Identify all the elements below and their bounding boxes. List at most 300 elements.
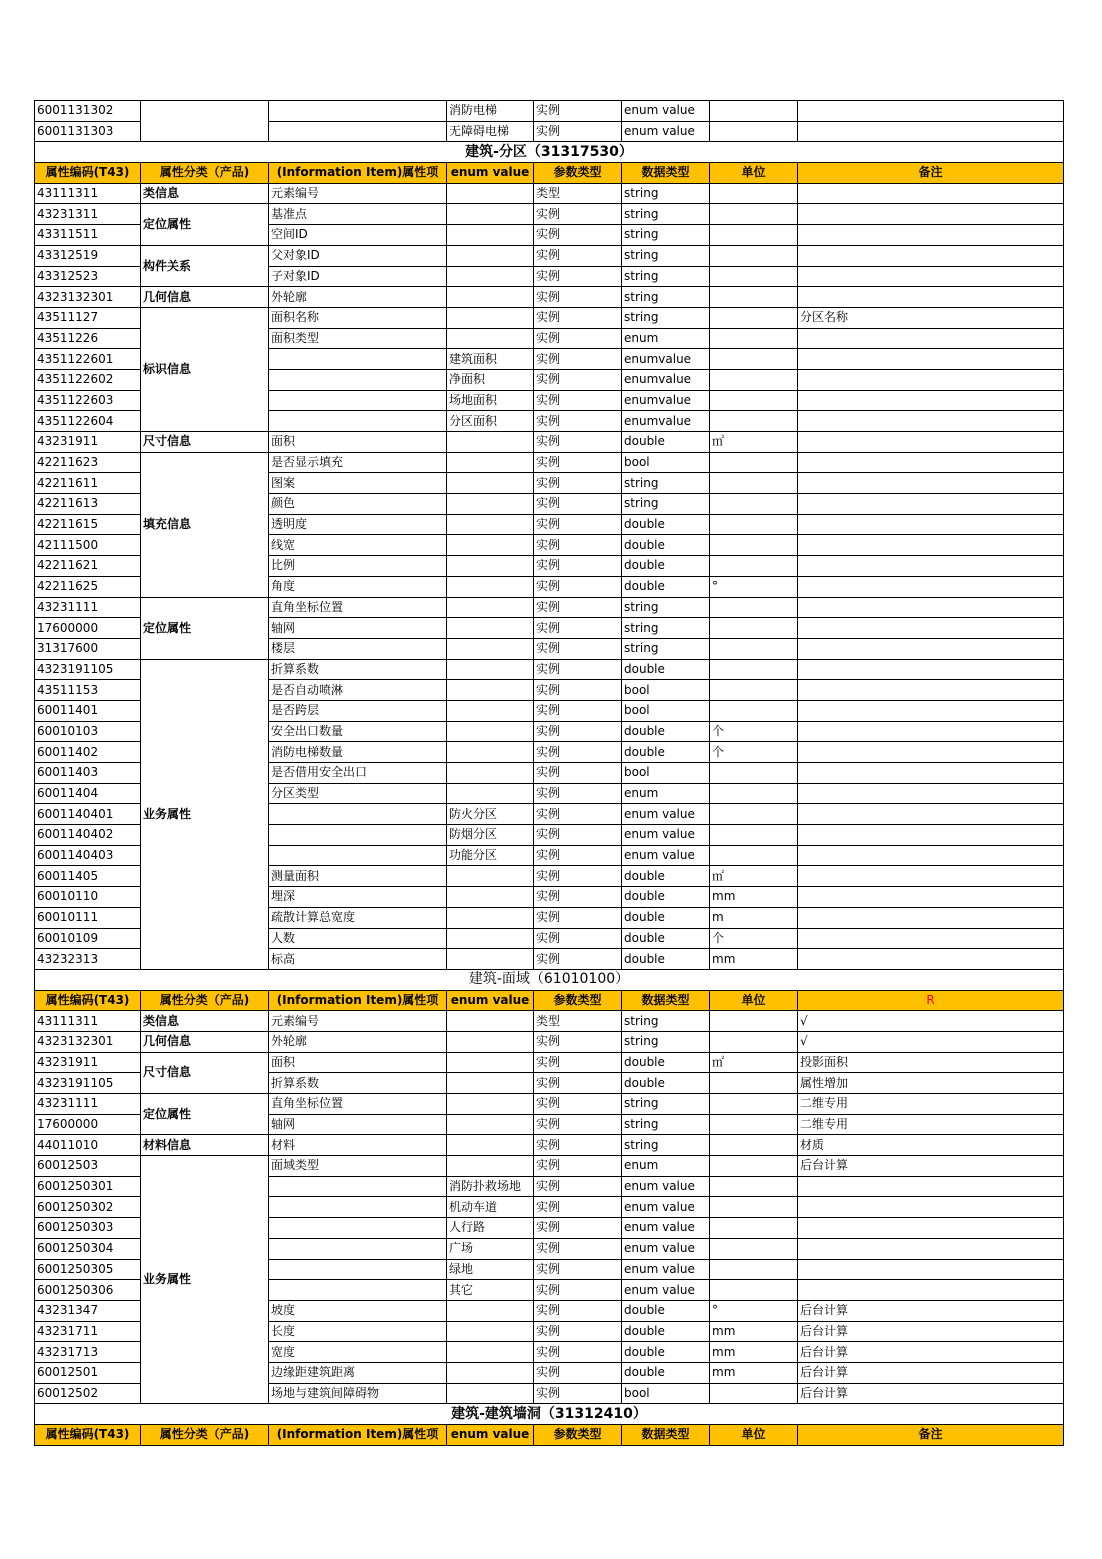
cell-note <box>798 183 1064 204</box>
cell-enum <box>447 183 534 204</box>
cell-code: 60010109 <box>35 928 141 949</box>
cell-unit: 个 <box>710 721 798 742</box>
cell-unit <box>710 101 798 122</box>
cell-item: 折算系数 <box>269 1073 447 1094</box>
header-row <box>35 163 1064 184</box>
cell-unit <box>710 1011 798 1032</box>
cell-param-type: 实例 <box>534 763 622 784</box>
cell-unit: mm <box>710 949 798 970</box>
cell-note: 分区名称 <box>798 307 1064 328</box>
cell-unit <box>710 1156 798 1177</box>
cell-note <box>798 576 1064 597</box>
cell-unit <box>710 369 798 390</box>
cell-data-type: string <box>622 1011 710 1032</box>
cell-param-type: 实例 <box>534 411 622 432</box>
cell-param-type: 实例 <box>534 452 622 473</box>
cell-code: 6001250301 <box>35 1176 141 1197</box>
cell-enum <box>447 659 534 680</box>
cell-param-type: 类型 <box>534 1011 622 1032</box>
cell-note <box>798 369 1064 390</box>
cell-data-type: double <box>622 1321 710 1342</box>
cell-enum <box>447 1094 534 1115</box>
cell-param-type: 实例 <box>534 866 622 887</box>
cell-enum <box>447 576 534 597</box>
cell-param-type: 实例 <box>534 638 622 659</box>
cell-param-type: 实例 <box>534 307 622 328</box>
cell-code: 43231347 <box>35 1300 141 1321</box>
cell-note: 二维专用 <box>798 1094 1064 1115</box>
cell-data-type: bool <box>622 452 710 473</box>
cell-note <box>798 245 1064 266</box>
cell-data-type: enum <box>622 1156 710 1177</box>
cell-enum: 其它 <box>447 1280 534 1301</box>
table-row <box>35 183 1064 204</box>
cell-param-type: 实例 <box>534 1300 622 1321</box>
cell-item <box>269 825 447 846</box>
table-row <box>35 1052 1064 1073</box>
cell-param-type: 实例 <box>534 680 622 701</box>
cell-param-type: 实例 <box>534 1031 622 1052</box>
cell-enum <box>447 473 534 494</box>
cell-category: 定位属性 <box>141 1094 269 1135</box>
cell-note <box>798 597 1064 618</box>
cell-enum <box>447 1073 534 1094</box>
cell-enum: 机动车道 <box>447 1197 534 1218</box>
cell-param-type: 实例 <box>534 1383 622 1404</box>
cell-data-type: string <box>622 1114 710 1135</box>
cell-enum <box>447 266 534 287</box>
cell-data-type: enum value <box>622 804 710 825</box>
cell-item: 元素编号 <box>269 183 447 204</box>
header-note: 备注 <box>798 163 1064 184</box>
table-row <box>35 1011 1064 1032</box>
cell-code: 6001250306 <box>35 1280 141 1301</box>
cell-item <box>269 411 447 432</box>
cell-code: 60012501 <box>35 1362 141 1383</box>
cell-unit <box>710 349 798 370</box>
cell-code: 60010111 <box>35 907 141 928</box>
cell-enum <box>447 514 534 535</box>
cell-unit <box>710 225 798 246</box>
cell-item: 父对象ID <box>269 245 447 266</box>
cell-data-type: string <box>622 225 710 246</box>
cell-item <box>269 1197 447 1218</box>
cell-item: 场地与建筑间障碍物 <box>269 1383 447 1404</box>
cell-note <box>798 721 1064 742</box>
cell-enum <box>447 700 534 721</box>
cell-code: 4351122602 <box>35 369 141 390</box>
header-category: 属性分类（产品) <box>141 163 269 184</box>
cell-item: 测量面积 <box>269 866 447 887</box>
cell-note <box>798 225 1064 246</box>
cell-note <box>798 680 1064 701</box>
table-row <box>35 1031 1064 1052</box>
cell-item: 坡度 <box>269 1300 447 1321</box>
cell-enum <box>447 680 534 701</box>
cell-enum <box>447 763 534 784</box>
cell-note <box>798 514 1064 535</box>
cell-data-type: enumvalue <box>622 369 710 390</box>
table-row <box>35 659 1064 680</box>
cell-item: 是否跨层 <box>269 700 447 721</box>
cell-data-type: enum value <box>622 825 710 846</box>
cell-unit <box>710 1176 798 1197</box>
cell-note <box>798 1238 1064 1259</box>
cell-param-type: 实例 <box>534 328 622 349</box>
cell-code: 60011405 <box>35 866 141 887</box>
cell-param-type: 实例 <box>534 1156 622 1177</box>
cell-item <box>269 101 447 122</box>
cell-param-type: 实例 <box>534 1342 622 1363</box>
cell-item: 是否自动喷淋 <box>269 680 447 701</box>
cell-item <box>269 390 447 411</box>
cell-unit <box>710 804 798 825</box>
cell-note <box>798 1176 1064 1197</box>
cell-note: 后台计算 <box>798 1321 1064 1342</box>
cell-data-type: string <box>622 597 710 618</box>
cell-data-type: double <box>622 949 710 970</box>
cell-item: 图案 <box>269 473 447 494</box>
cell-code: 6001250305 <box>35 1259 141 1280</box>
cell-data-type: enum value <box>622 1197 710 1218</box>
cell-category: 业务属性 <box>141 659 269 969</box>
header-category: 属性分类（产品) <box>141 1425 269 1446</box>
header-row <box>35 1425 1064 1446</box>
cell-code: 4351122601 <box>35 349 141 370</box>
cell-data-type: double <box>622 866 710 887</box>
header-item: (Information Item)属性项 <box>269 163 447 184</box>
cell-data-type: bool <box>622 700 710 721</box>
cell-item: 轴网 <box>269 1114 447 1135</box>
cell-item <box>269 1176 447 1197</box>
cell-data-type: string <box>622 618 710 639</box>
cell-category: 构件关系 <box>141 245 269 286</box>
cell-unit <box>710 328 798 349</box>
cell-unit <box>710 680 798 701</box>
cell-data-type: double <box>622 576 710 597</box>
cell-code: 60012502 <box>35 1383 141 1404</box>
cell-unit <box>710 638 798 659</box>
cell-item <box>269 1218 447 1239</box>
table-row <box>35 101 1064 122</box>
cell-unit: ㎡ <box>710 432 798 453</box>
cell-param-type: 实例 <box>534 1321 622 1342</box>
header-param-type: 参数类型 <box>534 990 622 1011</box>
cell-data-type: enum value <box>622 121 710 142</box>
cell-param-type: 实例 <box>534 1052 622 1073</box>
cell-code: 43231911 <box>35 432 141 453</box>
cell-note <box>798 1197 1064 1218</box>
table-row <box>35 204 1064 225</box>
cell-code: 43231713 <box>35 1342 141 1363</box>
cell-code: 42111500 <box>35 535 141 556</box>
cell-item: 折算系数 <box>269 659 447 680</box>
cell-param-type: 实例 <box>534 742 622 763</box>
cell-enum: 建筑面积 <box>447 349 534 370</box>
cell-category: 几何信息 <box>141 1031 269 1052</box>
cell-note: 二维专用 <box>798 1114 1064 1135</box>
cell-item: 透明度 <box>269 514 447 535</box>
cell-note <box>798 907 1064 928</box>
cell-category: 标识信息 <box>141 307 269 431</box>
cell-enum <box>447 204 534 225</box>
cell-code: 60012503 <box>35 1156 141 1177</box>
cell-unit: ° <box>710 1300 798 1321</box>
section-title-row <box>35 1404 1064 1425</box>
cell-unit <box>710 1383 798 1404</box>
table-row <box>35 452 1064 473</box>
cell-data-type: double <box>622 514 710 535</box>
cell-unit <box>710 763 798 784</box>
cell-item: 面积 <box>269 1052 447 1073</box>
cell-param-type: 实例 <box>534 907 622 928</box>
cell-unit <box>710 597 798 618</box>
cell-unit <box>710 618 798 639</box>
cell-note <box>798 783 1064 804</box>
cell-code: 43232313 <box>35 949 141 970</box>
cell-code: 60011401 <box>35 700 141 721</box>
cell-note <box>798 763 1064 784</box>
cell-code: 60011403 <box>35 763 141 784</box>
cell-code: 17600000 <box>35 1114 141 1135</box>
cell-enum <box>447 1052 534 1073</box>
cell-item: 角度 <box>269 576 447 597</box>
cell-note <box>798 121 1064 142</box>
header-note-marker: R <box>798 990 1064 1011</box>
table-row <box>35 287 1064 308</box>
cell-code: 44011010 <box>35 1135 141 1156</box>
cell-param-type: 实例 <box>534 1073 622 1094</box>
cell-note <box>798 556 1064 577</box>
cell-param-type: 实例 <box>534 1280 622 1301</box>
cell-item: 直角坐标位置 <box>269 597 447 618</box>
cell-enum <box>447 783 534 804</box>
cell-note <box>798 101 1064 122</box>
cell-data-type: string <box>622 287 710 308</box>
cell-data-type: string <box>622 183 710 204</box>
cell-data-type: string <box>622 473 710 494</box>
cell-note <box>798 866 1064 887</box>
cell-enum <box>447 245 534 266</box>
cell-item <box>269 349 447 370</box>
cell-data-type: string <box>622 1031 710 1052</box>
cell-item: 疏散计算总宽度 <box>269 907 447 928</box>
cell-unit: mm <box>710 1321 798 1342</box>
cell-code: 43231311 <box>35 204 141 225</box>
cell-item: 宽度 <box>269 1342 447 1363</box>
cell-item: 长度 <box>269 1321 447 1342</box>
cell-param-type: 实例 <box>534 266 622 287</box>
cell-param-type: 实例 <box>534 1094 622 1115</box>
cell-code: 43231111 <box>35 597 141 618</box>
cell-code: 43511153 <box>35 680 141 701</box>
cell-data-type: double <box>622 742 710 763</box>
cell-unit <box>710 183 798 204</box>
cell-enum: 无障碍电梯 <box>447 121 534 142</box>
cell-note <box>798 1259 1064 1280</box>
cell-note: √ <box>798 1011 1064 1032</box>
cell-code: 43231711 <box>35 1321 141 1342</box>
cell-code: 4351122604 <box>35 411 141 432</box>
cell-param-type: 实例 <box>534 659 622 680</box>
cell-item: 子对象ID <box>269 266 447 287</box>
cell-param-type: 实例 <box>534 1362 622 1383</box>
cell-unit <box>710 1218 798 1239</box>
cell-note <box>798 1218 1064 1239</box>
cell-note <box>798 700 1064 721</box>
cell-item: 人数 <box>269 928 447 949</box>
cell-note: 后台计算 <box>798 1383 1064 1404</box>
cell-unit: 个 <box>710 742 798 763</box>
header-param-type: 参数类型 <box>534 163 622 184</box>
cell-param-type: 实例 <box>534 494 622 515</box>
cell-data-type: enum value <box>622 1176 710 1197</box>
cell-data-type: enumvalue <box>622 349 710 370</box>
cell-enum: 广场 <box>447 1238 534 1259</box>
cell-param-type: 实例 <box>534 618 622 639</box>
cell-item: 外轮廓 <box>269 287 447 308</box>
cell-param-type: 实例 <box>534 432 622 453</box>
cell-data-type: double <box>622 556 710 577</box>
cell-data-type: double <box>622 659 710 680</box>
cell-item: 分区类型 <box>269 783 447 804</box>
cell-unit: mm <box>710 1362 798 1383</box>
cell-code: 6001250303 <box>35 1218 141 1239</box>
header-note: 备注 <box>798 1425 1064 1446</box>
cell-data-type: bool <box>622 680 710 701</box>
cell-param-type: 实例 <box>534 514 622 535</box>
cell-code: 43231111 <box>35 1094 141 1115</box>
cell-category <box>141 101 269 142</box>
cell-data-type: double <box>622 1342 710 1363</box>
cell-param-type: 实例 <box>534 390 622 411</box>
header-data-type: 数据类型 <box>622 990 710 1011</box>
cell-unit <box>710 845 798 866</box>
cell-code: 42211625 <box>35 576 141 597</box>
cell-note <box>798 535 1064 556</box>
cell-enum <box>447 638 534 659</box>
cell-item <box>269 369 447 390</box>
header-unit: 单位 <box>710 990 798 1011</box>
cell-item: 颜色 <box>269 494 447 515</box>
cell-code: 4323191105 <box>35 659 141 680</box>
cell-category: 填充信息 <box>141 452 269 597</box>
cell-unit: ㎡ <box>710 866 798 887</box>
table-row <box>35 245 1064 266</box>
cell-item: 线宽 <box>269 535 447 556</box>
cell-enum <box>447 907 534 928</box>
table-row <box>35 307 1064 328</box>
cell-data-type: string <box>622 266 710 287</box>
cell-unit <box>710 1280 798 1301</box>
cell-enum: 消防电梯 <box>447 101 534 122</box>
cell-enum: 场地面积 <box>447 390 534 411</box>
cell-enum <box>447 618 534 639</box>
cell-param-type: 实例 <box>534 783 622 804</box>
cell-code: 42211613 <box>35 494 141 515</box>
cell-enum <box>447 432 534 453</box>
cell-enum: 防烟分区 <box>447 825 534 846</box>
cell-param-type: 实例 <box>534 700 622 721</box>
header-enum: enum value <box>447 163 534 184</box>
cell-data-type: double <box>622 535 710 556</box>
cell-code: 60011404 <box>35 783 141 804</box>
header-unit: 单位 <box>710 163 798 184</box>
cell-enum <box>447 287 534 308</box>
cell-data-type: string <box>622 245 710 266</box>
cell-param-type: 实例 <box>534 1114 622 1135</box>
cell-note <box>798 287 1064 308</box>
cell-item: 元素编号 <box>269 1011 447 1032</box>
cell-item: 消防电梯数量 <box>269 742 447 763</box>
cell-data-type: double <box>622 1362 710 1383</box>
cell-enum: 功能分区 <box>447 845 534 866</box>
cell-param-type: 实例 <box>534 349 622 370</box>
cell-param-type: 实例 <box>534 1259 622 1280</box>
cell-param-type: 实例 <box>534 1135 622 1156</box>
cell-code: 43111311 <box>35 1011 141 1032</box>
cell-unit <box>710 266 798 287</box>
cell-unit <box>710 411 798 432</box>
cell-param-type: 实例 <box>534 1218 622 1239</box>
cell-category: 几何信息 <box>141 287 269 308</box>
cell-data-type: enum <box>622 328 710 349</box>
cell-code: 4323132301 <box>35 1031 141 1052</box>
cell-code: 43511226 <box>35 328 141 349</box>
cell-category: 类信息 <box>141 183 269 204</box>
cell-enum <box>447 535 534 556</box>
cell-note <box>798 1280 1064 1301</box>
cell-note <box>798 266 1064 287</box>
cell-data-type: enum value <box>622 1259 710 1280</box>
cell-note <box>798 638 1064 659</box>
cell-data-type: double <box>622 721 710 742</box>
cell-data-type: enum value <box>622 1238 710 1259</box>
section-title: 建筑-建筑墙洞（31312410） <box>35 1404 1064 1425</box>
table-row <box>35 1156 1064 1177</box>
cell-item: 轴网 <box>269 618 447 639</box>
cell-item: 是否显示填充 <box>269 452 447 473</box>
cell-data-type: bool <box>622 1383 710 1404</box>
cell-code: 31317600 <box>35 638 141 659</box>
cell-enum <box>447 328 534 349</box>
cell-enum <box>447 1031 534 1052</box>
cell-code: 6001250302 <box>35 1197 141 1218</box>
cell-data-type: double <box>622 928 710 949</box>
cell-item: 标高 <box>269 949 447 970</box>
cell-note: √ <box>798 1031 1064 1052</box>
cell-unit: ° <box>710 576 798 597</box>
cell-data-type: string <box>622 204 710 225</box>
cell-note <box>798 659 1064 680</box>
header-item: (Information Item)属性项 <box>269 990 447 1011</box>
cell-param-type: 实例 <box>534 804 622 825</box>
cell-param-type: 实例 <box>534 121 622 142</box>
cell-item <box>269 845 447 866</box>
cell-unit <box>710 659 798 680</box>
cell-data-type: double <box>622 1300 710 1321</box>
cell-note <box>798 390 1064 411</box>
cell-param-type: 实例 <box>534 101 622 122</box>
cell-enum: 绿地 <box>447 1259 534 1280</box>
cell-param-type: 实例 <box>534 576 622 597</box>
cell-param-type: 实例 <box>534 845 622 866</box>
cell-note <box>798 804 1064 825</box>
cell-unit: ㎡ <box>710 1052 798 1073</box>
cell-item: 空间ID <box>269 225 447 246</box>
cell-enum <box>447 1383 534 1404</box>
cell-data-type: enum value <box>622 845 710 866</box>
